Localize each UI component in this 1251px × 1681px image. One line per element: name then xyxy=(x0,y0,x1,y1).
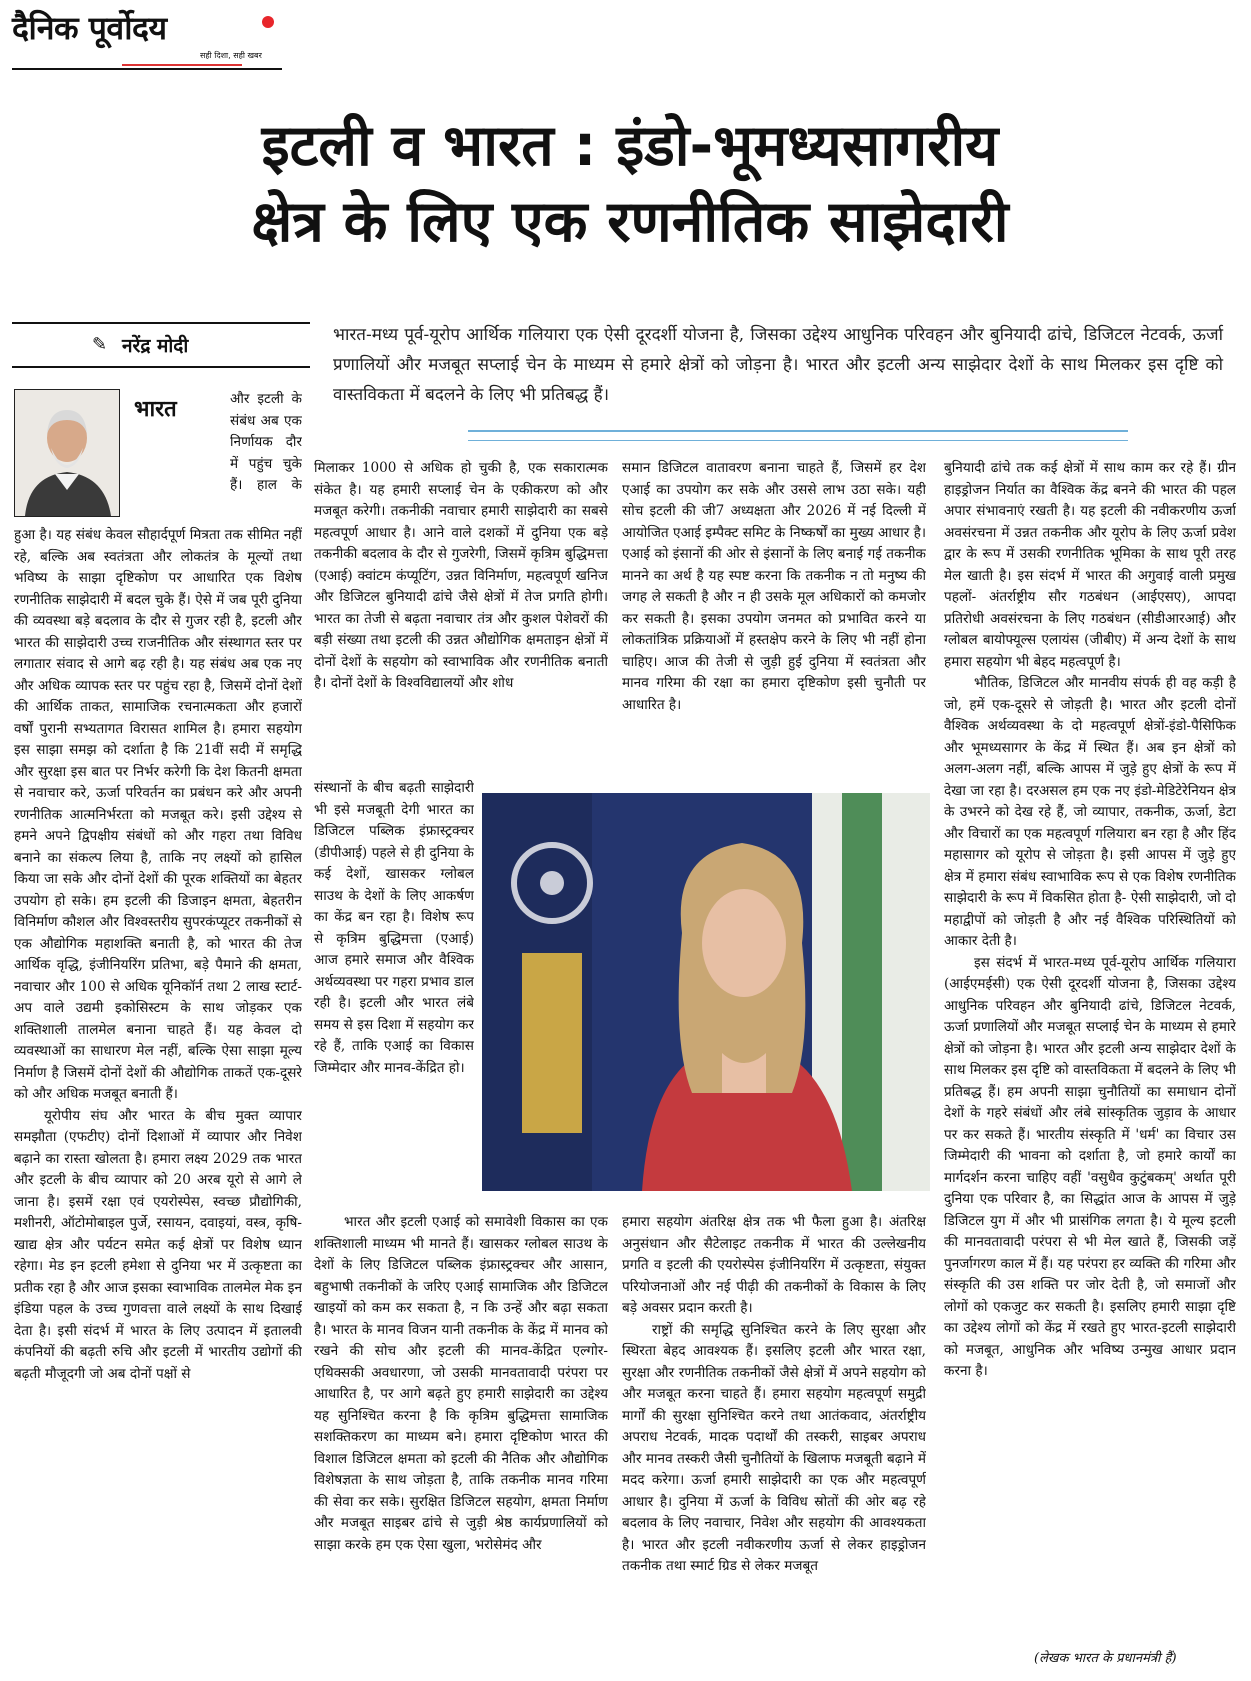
column-2-text-narrow: संस्थानों के बीच बढ़ती साझेदारी भी इसे मजबूती देगी भारत का डिजिटल पब्लिक इंफ्रास्ट्रक्चर (डीपीआई) पहले से ही दुनिया के कई देशों, खासकर ग्लोबल साउथ के देशों के लिए आकर्षण का केंद्र बन रहा है। विशेष रूप से कृत्रिम बुद्धिमत्ता (एआई) आज हमारे समाज और वैश्विक अर्थव्यवस्था पर गहरा प्रभाव डाल रही है। इटली और भारत लंबे समय से इस दिशा में सहयोग कर रहे हैं, ताकि एआई का विकास जिम्मेदार और मानव-केंद्रित हो। xyxy=(314,780,474,1076)
column-2-bottom xyxy=(314,1212,608,1672)
byline xyxy=(12,322,310,368)
lede-rule xyxy=(468,430,1128,441)
column-1-top-text: और इटली के संबंध अब एक निर्णायक दौर में पहुंच चुके हैं। हाल के xyxy=(230,391,302,493)
dropcap-word: भारत xyxy=(134,397,177,422)
column-4 xyxy=(944,458,1236,1644)
column-3-text-b: हमारा सहयोग अंतरिक्ष क्षेत्र तक भी फैला हुआ है। अंतरिक्ष अनुसंधान और सैटेलाइट तकनीक में भारत की उल्लेखनीय प्रगति व इटली की एयरोस्पेस इंजीनियरिंग में उत्कृष्टता, संयुक्त परियोजनाओं और नई पीढ़ी की तकनीकों के विकास के लिए बड़े अवसर प्रदान करती है। xyxy=(622,1214,926,1316)
column-2-text-a: मिलाकर 1000 से अधिक हो चुकी है, एक सकारात्मक संकेत है। यह हमारी सप्लाई चेन के एकीकरण को और मजबूत करेगी। तकनीकी नवाचार हमारी साझेदारी का सबसे महत्वपूर्ण आधार है। आने वाले दशकों में दुनिया एक बड़े तकनीकी बदलाव के दौर से गुजरेगी, जिसमें कृत्रिम बुद्धिमत्ता (एआई) क्वांटम कंप्यूटिंग, उन्नत विनिर्माण, महत्वपूर्ण खनिज और डिजिटल बुनियादी ढांचे जैसे क्षेत्रों में तेज प्रगति होगी। भारत का तेजी से बढ़ता नवाचार तंत्र और कुशल पेशेवरों की बड़ी संख्या तथा इटली की उन्नत औद्योगिक क्षमताइन क्षेत्रों में दोनों देशों के सहयोग को स्वाभाविक और रणनीतिक बनाती है। दोनों देशों के विश्वविद्यालयों और शोध xyxy=(314,460,608,691)
masthead-rule xyxy=(122,64,242,66)
headline-line-2: क्षेत्र के लिए एक रणनीतिक साझेदारी xyxy=(251,189,1009,255)
masthead-logo-dot xyxy=(262,16,274,28)
column-3-top xyxy=(622,458,926,778)
column-1-top xyxy=(230,389,302,497)
column-4-text-a: बुनियादी ढांचे तक कई क्षेत्रों में साथ काम कर रहे हैं। ग्रीन हाइड्रोजन निर्यात का वैश्विक केंद्र बनने की भारत की पहल अपार संभावनाएं रखती है। यह इटली की नवीकरणीय ऊर्जा अवसंरचना में उन्नत तकनीक और यूरोप के लिए ऊर्जा प्रवेश द्वार के रूप में उसकी रणनीतिक भूमिका के साथ पूरी तरह मेल खाती है। इस संदर्भ में भारत की अगुवाई वाली प्रमुख पहलों- अंतर्राष्ट्रीय सौर गठबंधन (आईएसए), आपदा प्रतिरोधी अवसंरचना के लिए गठबंधन (सीडीआरआई) और ग्लोबल बायोफ्यूल्स एलायंस (जीबीए) में अन्य देशों के साथ हमारा सहयोग भी बेहद महत्वपूर्ण है। xyxy=(944,460,1236,670)
column-1-text: हुआ है। यह संबंध केवल सौहार्दपूर्ण मित्रता तक सीमित नहीं रहे, बल्कि अब स्वतंत्रता और लोकतंत्र के मूल्यों तथा भविष्य के साझा दृष्टिकोण पर आधारित एक विशेष रणनीतिक साझेदारी में बदल चुके हैं। ऐसे में जब पूरी दुनिया की व्यवस्था बड़े बदलाव के दौर से गुजर रही है, इटली और भारत की साझेदारी उच्च राजनीतिक और संस्थागत स्तर पर लगातार संवाद से आगे बढ़ रही है। यह संबंध अब एक नए और अधिक व्यापक स्तर पर पहुंच रहा है, जिसमें दोनों देशों की आर्थिक ताकत, सामाजिक रचनात्मकता और हजारों वर्षों पुरानी सभ्यतागत विरासत शामिल है। हमारा सहयोग इस साझा समझ को दर्शाता है कि 21वीं सदी में समृद्धि और सुरक्षा इस बात पर निर्भर करेगी कि देश कितनी क्षमता से नवाचार करे, ऊर्जा परिवर्तन का प्रबंधन करे और अपनी रणनीतिक आत्मनिर्भरता को मजबूत करे। इसी उद्देश्य से हमने अपने द्विपक्षीय संबंधों को और गहरा तथा विविध बनाने का संकल्प लिया है, ताकि नए लक्ष्यों को हासिल किया जा सके और दोनों देशों की पूरक शक्तियों का बेहतर उपयोग हो सके। हम इटली की डिजाइन क्षमता, बेहतरीन विनिर्माण कौशल और विश्वस्तरीय सुपरकंप्यूटर तकनीकों से एक औद्योगिक महाशक्ति बनाती है, को भारत की तेज आर्थिक वृद्धि, इंजीनियरिंग प्रतिभा, बड़े पैमाने की क्षमता, नवाचार और 100 से अधिक यूनिकॉर्न तथा 2 लाख स्टार्ट-अप वाले उद्यमी इकोसिस्टम के साथ जोड़कर एक शक्तिशाली तालमेल बनाना चाहते हैं। यह केवल दो व्यवस्थाओं का साधारण मेल नहीं, बल्कि ऐसा साझा मूल्य निर्माण है जिसमें दोनों देशों की औद्योगिक ताकतें एक-दूसरे को और अधिक मजबूत बनाती हैं। xyxy=(14,527,302,1102)
author-note: (लेखक भारत के प्रधानमंत्री हैं) xyxy=(1034,1651,1177,1666)
column-1-text-b: यूरोपीय संघ और भारत के बीच मुक्त व्यापार समझौता (एफटीए) दोनों दिशाओं में व्यापार और निवेश बढ़ाने का रास्ता खोलता है। हमारा लक्ष्य 2029 तक भारत और इटली के बीच व्यापार को 20 अरब यूरो से आगे ले जाना है। इसमें रक्षा एवं एयरोस्पेस, स्वच्छ प्रौद्योगिकी, मशीनरी, ऑटोमोबाइल पुर्जे, रसायन, दवाइयां, वस्त्र, कृषि-खाद्य क्षेत्र और पर्यटन समेत कई क्षेत्रों पर विशेष ध्यान रहेगा। मेड इन इटली हमेशा से दुनिया भर में उत्कृष्टता का प्रतीक रहा है और आज इसका स्वाभाविक तालमेल मेक इन इंडिया पहल के उच्च गुणवत्ता वाले लक्ष्यों के साथ दिखाई देता है। इसी संदर्भ में भारत के लिए उत्पादन में इतालवी कंपनियों की बढ़ती रुचि और इटली में भारतीय उद्योगों की बढ़ती मौजूदगी जो अब दोनों पक्षों से xyxy=(14,1107,302,1382)
headline xyxy=(40,108,1220,260)
masthead xyxy=(12,6,282,70)
column-3-bottom xyxy=(622,1212,926,1672)
column-2-narrow xyxy=(314,778,474,1210)
column-3-text-c: राष्ट्रों की समृद्धि सुनिश्चित करने के लिए सुरक्षा और स्थिरता बेहद आवश्यक हैं। इसलिए इटली और भारत रक्षा, सुरक्षा और रणनीतिक तकनीकों जैसे क्षेत्रों में अपने सहयोग को और मजबूत करना चाहते हैं। हमारा सहयोग महत्वपूर्ण समुद्री मार्गों की सुरक्षा सुनिश्चित करने तथा आतंकवाद, अंतर्राष्ट्रीय अपराध नेटवर्क, मादक पदार्थों की तस्करी, साइबर अपराध और मानव तस्करी जैसी चुनौतियों के खिलाफ मजबूती बढ़ाने में मदद करेगा। ऊर्जा हमारी साझेदारी का एक और महत्वपूर्ण आधार है। दुनिया में ऊर्जा के विविध स्रोतों की ओर बढ़ रहे बदलाव के लिए नवाचार, निवेश और सहयोग की आवश्यकता है। भारत और इटली नवीकरणीय ऊर्जा से लेकर हाइड्रोजन तकनीक तथा स्मार्ट ग्रिड से लेकर मजबूत xyxy=(622,1321,926,1574)
article-photo xyxy=(482,793,930,1191)
column-4-text-c: इस संदर्भ में भारत-मध्य पूर्व-यूरोप आर्थिक गलियारा (आईएमईसी) एक ऐसी दूरदर्शी योजना है, जिसका उद्देश्य आधुनिक परिवहन और बुनियादी ढांचे, डिजिटल नेटवर्क, ऊर्जा प्रणालियों और मजबूत सप्लाई चेन के माध्यम से हमारे क्षेत्रों को जोड़ना है। भारत और इटली अन्य साझेदार देशों के साथ मिलकर इस दृष्टि को वास्तविकता में बदलने के लिए भी प्रतिबद्ध हैं। हम अपनी साझा चुनौतियों का समाधान दोनों देशों के गहरे संबंधों और लंबे सांस्कृतिक जुड़ाव के आधार पर कर सकते हैं। भारतीय संस्कृति में 'धर्म' का विचार उस जिम्मेदारी की भावना को दर्शाता है, जो हमारे कार्यों का मार्गदर्शन करना चाहिए वहीं 'वसुधैव कुटुंबकम्' अर्थात पूरी दुनिया एक परिवार है, का सिद्धांत आज के आपस में जुड़े डिजिटल युग में और भी प्रासंगिक लगता है। ये मूल्य इटली की मानवतावादी परंपरा से भी मेल खाते हैं, जिसकी जड़ें पुनर्जागरण काल में हैं। यह परंपरा हर व्यक्ति की गरिमा और संस्कृति की उस शक्ति पर जोर देती है, जो समाजों और लोगों को एकजुट कर सकती है। इसलिए हमारी साझा दृष्टि का उद्देश्य लोगों को केंद्र में रखते हुए भारत-इटली साझेदारी को मजबूत, आधुनिक और भविष्य उन्मुख आधार प्रदान करना है। xyxy=(944,954,1236,1379)
pen-icon: ✎ xyxy=(92,334,108,355)
author-name: नरेंद्र मोदी xyxy=(122,335,189,357)
column-2-top xyxy=(314,458,608,778)
author-photo xyxy=(14,389,120,517)
newspaper-name: दैनिक पूर्वोदय xyxy=(12,9,167,47)
headline-line-1: इटली व भारत : इंडो-भूमध्यसागरीय xyxy=(261,113,999,179)
column-2-text-b: भारत और इटली एआई को समावेशी विकास का एक शक्तिशाली माध्यम भी मानते हैं। खासकर ग्लोबल साउथ के देशों के लिए डिजिटल पब्लिक इंफ्रास्ट्रक्चर और आसान, बहुभाषी तकनीकों के जरिए एआई सामाजिक और डिजिटल खाइयों को कम कर सकता है, न कि उन्हें और बढ़ा सकता है। भारत के मानव विजन यानी तकनीक के केंद्र में मानव को रखने की सोच और इटली की मानव-केंद्रित एल्गोर-एथिक्सकी अवधारणा, जो उसकी मानवतावादी परंपरा पर आधारित है, पर आगे बढ़ते हुए हमारी साझेदारी का उद्देश्य यह सुनिश्चित करना है कि कृत्रिम बुद्धिमत्ता सामाजिक सशक्तिकरण का माध्यम बने। हमारा दृष्टिकोण भारत की विशाल डिजिटल क्षमता को इटली की नैतिक और औद्योगिक विशेषज्ञता के साथ जोड़ता है, ताकि तकनीक मानव गरिमा की सेवा कर सके। सुरक्षित डिजिटल सहयोग, क्षमता निर्माण और मजबूत साइबर ढांचे से जुड़ी श्रेष्ठ कार्यप्रणालियों को साझा करके हम एक ऐसा खुला, भरोसेमंद और xyxy=(314,1214,608,1553)
lede-quote: भारत-मध्य पूर्व-यूरोप आर्थिक गलियारा एक ऐसी दूरदर्शी योजना है, जिसका उद्देश्य आधुनिक परिवहन और बुनियादी ढांचे, डिजिटल नेटवर्क, ऊर्जा प्रणालियों और मजबूत सप्लाई चेन के माध्यम से हमारे क्षेत्रों को जोड़ना है। भारत और इटली अन्य साझेदार देशों के साथ मिलकर इस दृष्टि को वास्तविकता में बदलने के लिए भी प्रतिबद्ध हैं। xyxy=(333,325,1223,405)
column-1 xyxy=(14,525,302,1670)
masthead-tagline: सही दिशा, सही खबर xyxy=(200,51,262,60)
column-4-text-b: भौतिक, डिजिटल और मानवीय संपर्क ही वह कड़ी है जो, हमें एक-दूसरे से जोड़ती है। भारत और इटली दोनों वैश्विक अर्थव्यवस्था के दो महत्वपूर्ण क्षेत्रों-इंडो-पैसिफिक और भूमध्यसागर के केंद्र में स्थित हैं। अब इन क्षेत्रों को अलग-अलग नहीं, बल्कि आपस में जुड़े हुए क्षेत्रों के रूप में देखा जा रहा है। दरअसल हम एक नए इंडो-मेडिटेरेनियन क्षेत्र के उभरने को देख रहे हैं, जो व्यापार, तकनीक, ऊर्जा, डेटा और विचारों का एक महत्वपूर्ण गलियारा बन रहा है और हिंद महासागर को यूरोप से जोड़ता है। इसी आपस में जुड़े हुए क्षेत्र में हमारा संबंध स्वाभाविक रूप से एक विशेष रणनीतिक साझेदारी के रूप में विकसित होता है- ऐसी साझेदारी, जो दो महाद्वीपों को जोड़ती है और नई वैश्विक परिस्थितियों को आकार देती है। xyxy=(944,675,1236,949)
column-3-text-a: समान डिजिटल वातावरण बनाना चाहते हैं, जिसमें हर देश एआई का उपयोग कर सके और उससे लाभ उठा सके। यही सोच इटली की जी7 अध्यक्षता और 2026 में नई दिल्ली में आयोजित एआई इम्पैक्ट समिट के निष्कर्षों का मुख्य आधार है। एआई को इंसानों की ओर से इंसानों के लिए बनाई गई तकनीक मानने का अर्थ है यह स्पष्ट करना कि तकनीक न तो मनुष्य की जगह ले सकती है और न ही उसके मूल अधिकारों को कमजोर कर सकती है। इसका उपयोग जनमत को प्रभावित करने या लोकतांत्रिक प्रक्रियाओं में हस्तक्षेप करने के लिए भी नहीं होना चाहिए। आज की तेजी से जुड़ी हुई दुनिया में स्वतंत्रता और मानव गरिमा की रक्षा का हमारा दृष्टिकोण इसी चुनौती पर आधारित है। xyxy=(622,460,926,713)
